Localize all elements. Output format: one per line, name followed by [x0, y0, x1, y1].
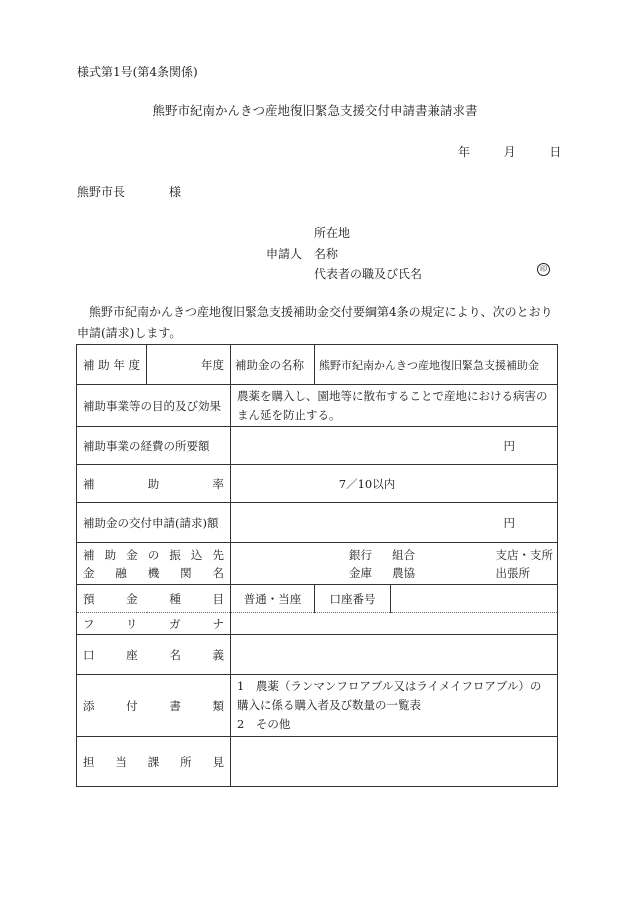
bank-type-kumiai: 組合: [392, 547, 416, 562]
applicant-role-label: 申請人: [266, 247, 303, 261]
furigana-field[interactable]: [231, 613, 558, 635]
request-amount-label: 補助金の交付申請(請求)額: [77, 503, 231, 543]
intro-paragraph: 熊野市紀南かんきつ産地復旧緊急支援補助金交付要綱第4条の規定により、次のとおり申請(請求)します。: [77, 305, 553, 340]
attachments-value: [231, 675, 558, 737]
branch-type-office: 出張所: [495, 565, 530, 580]
date-year: 年: [458, 145, 471, 159]
subsidy-name-label: 補助金の名称: [231, 345, 315, 385]
bank-label-line1: 補助金の振込先: [83, 547, 224, 562]
account-name-label: 口座名義: [77, 635, 231, 675]
request-amount-field[interactable]: 円: [231, 503, 558, 543]
bank-field[interactable]: [231, 543, 558, 585]
officer-opinion-label: 担当課所見: [77, 737, 231, 787]
account-name-field[interactable]: [231, 635, 558, 675]
bank-type-bank: 銀行: [349, 547, 372, 562]
account-number-field[interactable]: [391, 585, 558, 613]
furigana-label: フリガナ: [77, 613, 231, 635]
rate-value: 7／10以内: [231, 465, 558, 503]
form-number: 様式第1号(第4条関係): [77, 65, 198, 79]
cost-label: 補助事業の経費の所要額: [77, 427, 231, 465]
deposit-type-label: 預金種目: [77, 585, 231, 613]
bank-label-line2: 金融機関名: [83, 565, 224, 580]
attachment-item-1: 1 農薬（ランマンフロアブル又はライメイフロアブル）の購入に係る購入者及び数量の一覧表: [237, 679, 542, 712]
document-title: 熊野市紀南かんきつ産地復旧緊急支援交付申請書兼請求書: [152, 103, 478, 118]
addressee-name: 熊野市長: [77, 185, 126, 199]
deposit-type-value[interactable]: 普通・当座: [231, 585, 315, 613]
bank-label: [77, 543, 231, 585]
purpose-value: 農薬を購入し、園地等に散布することで産地における病害のまん延を防止する。: [231, 385, 558, 427]
date-line: [458, 143, 561, 160]
applicant-location-label: 所在地: [314, 226, 351, 240]
addressee: [77, 183, 181, 200]
fiscal-year-field[interactable]: 年度: [147, 345, 231, 385]
subsidy-name-value: 熊野市紀南かんきつ産地復旧緊急支援補助金: [315, 345, 558, 385]
date-day: 日: [549, 145, 562, 159]
account-number-label: 口座番号: [315, 585, 391, 613]
date-month: 月: [503, 145, 516, 159]
rate-label: 補助率: [77, 465, 231, 503]
attachments-label: 添付書類: [77, 675, 231, 737]
officer-opinion-field[interactable]: [231, 737, 558, 787]
seal-mark: 印: [537, 263, 550, 276]
branch-type-branch: 支店・支所: [495, 547, 553, 562]
applicant-representative-label: 代表者の職及び氏名: [314, 267, 423, 281]
bank-type-nokyo: 農協: [392, 565, 416, 580]
bank-type-kinko: 金庫: [349, 565, 372, 580]
applicant-name-label: 名称: [314, 247, 339, 261]
cost-field[interactable]: 円: [231, 427, 558, 465]
attachment-item-2: 2 その他: [237, 717, 291, 731]
fiscal-year-label: 補助年度: [77, 345, 147, 385]
purpose-label: 補助事業等の目的及び効果: [77, 385, 231, 427]
application-table: [76, 344, 558, 787]
addressee-honorific: 様: [169, 185, 182, 199]
